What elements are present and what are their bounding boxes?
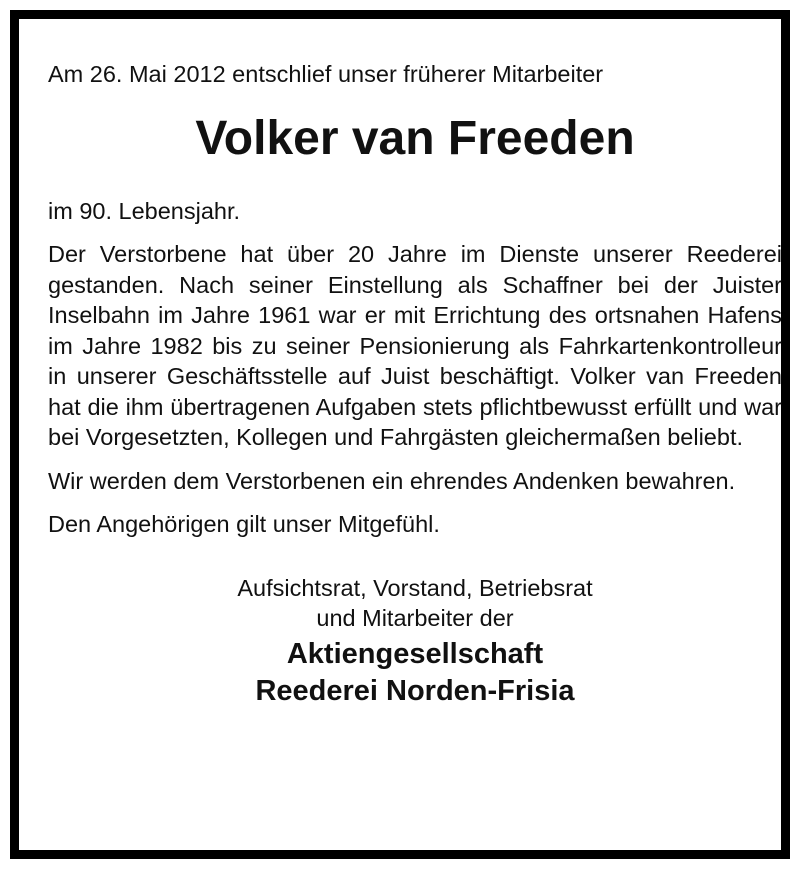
company-name-line-1: Aktiengesellschaft (286, 637, 544, 670)
biography-paragraph: Der Verstorbene hat über 20 Jahre im Dienste unserer Reederei gestanden. Nach seiner Einstellung als Schaffner bei der Juister Inselbahn im Jahre 1961 war er mit Errichtung des ortsnahen Hafens im Jahre 1982 bis zu seiner Pensionierung als Fahrkartenkontrolleur in unserer Geschäftsstelle auf Juist beschäftigt. Volker van Freeden hat die ihm übertragenen Aufgaben stets pflichtbewusst erfüllt und war bei Vorgesetzten, Kollegen und Fahrgästen gleichermaßen beliebt. (48, 241, 782, 450)
company-name-line-2: Reederei Norden-Frisia (255, 674, 575, 707)
obituary-content (48, 59, 782, 710)
obituary-frame (10, 10, 790, 859)
signature-line-1: Aufsichtsrat, Vorstand, Betriebsrat (237, 574, 593, 601)
deceased-name: Volker van Freeden (195, 111, 635, 165)
condolence-paragraph: Den Angehörigen gilt unser Mitgefühl. (48, 511, 440, 537)
signature-line-2: und Mitarbeiter der (316, 605, 514, 631)
remembrance-paragraph: Wir werden dem Verstorbenen ein ehrendes Andenken bewahren. (48, 467, 736, 494)
signature-block (48, 573, 782, 710)
age-text: im 90. Lebensjahr. (48, 197, 241, 224)
intro-text: Am 26. Mai 2012 entschlief unser früherer Mitarbeiter (48, 61, 604, 87)
